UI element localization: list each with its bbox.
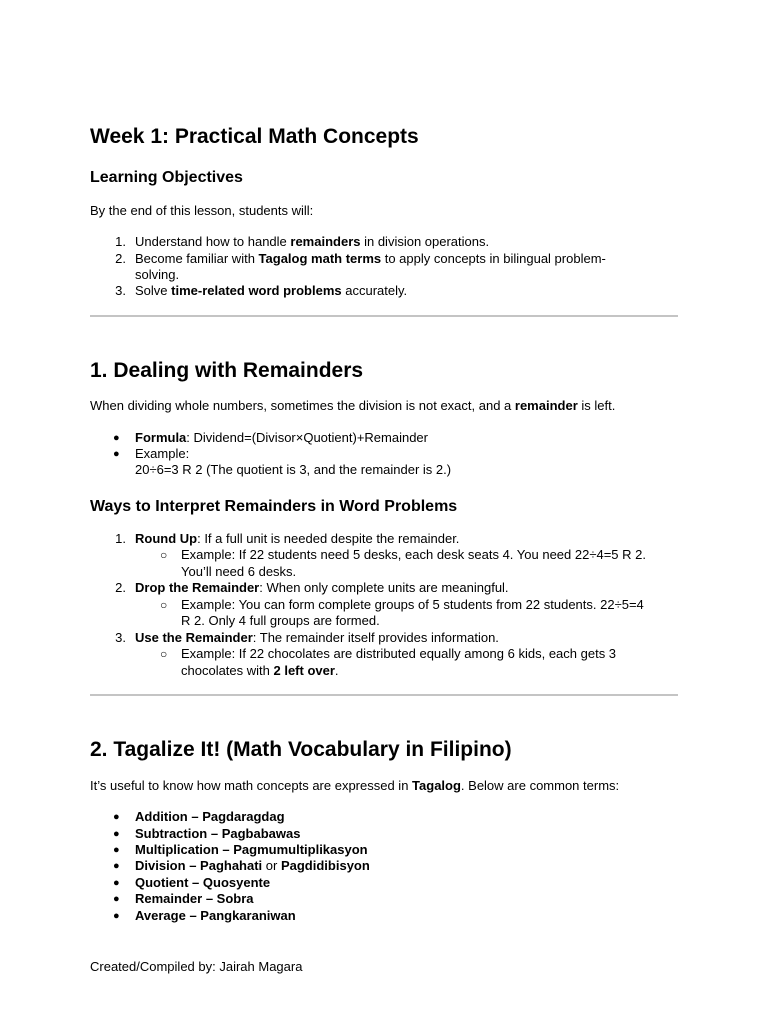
horizontal-divider xyxy=(90,694,678,696)
list-number: 3. xyxy=(115,283,126,298)
bullet-icon: ● xyxy=(113,910,120,922)
page-title: Week 1: Practical Math Concepts xyxy=(90,125,419,148)
example-label: Example: xyxy=(135,446,190,461)
objective-item: Solve time-related word problems accurately. xyxy=(135,283,408,298)
section-intro: It’s useful to know how math concepts are expressed in Tagalog. Below are common terms: xyxy=(90,778,620,793)
section-intro: When dividing whole numbers, sometimes the division is not exact, and a remainder is left. xyxy=(90,398,616,413)
list-number: 2. xyxy=(115,580,126,595)
way-item: Round Up: If a full unit is needed despite the remainder. xyxy=(135,531,460,546)
term-item: Average – Pangkaraniwan xyxy=(135,908,296,923)
objective-item-continued: solving. xyxy=(135,267,180,282)
objectives-intro: By the end of this lesson, students will: xyxy=(90,203,314,218)
term-item: Addition – Pagdaragdag xyxy=(135,809,285,824)
remainders-subheading: Ways to Interpret Remainders in Word Problems xyxy=(90,498,458,515)
sub-bullet-icon: ○ xyxy=(160,647,168,661)
way-example: Example: If 22 students need 5 desks, each desk seats 4. You need 22÷4=5 R 2. xyxy=(181,547,646,562)
list-number: 3. xyxy=(115,630,126,645)
term-item: Quotient – Quosyente xyxy=(135,875,271,890)
way-example: Example: If 22 chocolates are distributed equally among 6 kids, each gets 3 xyxy=(181,646,617,661)
list-number: 1. xyxy=(115,234,126,249)
footer-credit: Created/Compiled by: Jairah Magara xyxy=(90,959,303,974)
objective-item: Become familiar with Tagalog math terms to apply concepts in bilingual problem- xyxy=(135,251,606,266)
sub-bullet-icon: ○ xyxy=(160,548,168,562)
way-item: Drop the Remainder: When only complete units are meaningful. xyxy=(135,580,509,595)
bullet-icon: ● xyxy=(113,811,120,823)
sub-bullet-icon: ○ xyxy=(160,598,168,612)
objective-item: Understand how to handle remainders in division operations. xyxy=(135,234,490,249)
bullet-icon: ● xyxy=(113,844,120,856)
section-heading-remainders: 1. Dealing with Remainders xyxy=(90,359,364,382)
way-example-continued: R 2. Only 4 full groups are formed. xyxy=(181,613,380,628)
example-text: 20÷6=3 R 2 (The quotient is 3, and the remainder is 2.) xyxy=(135,462,452,477)
way-example-continued: You’ll need 6 desks. xyxy=(181,564,297,579)
formula-item: Formula: Dividend=(Divisor×Quotient)+Remainder xyxy=(135,430,428,445)
bullet-icon: ● xyxy=(113,432,120,444)
term-item: Subtraction – Pagbabawas xyxy=(135,826,301,841)
list-number: 2. xyxy=(115,251,126,266)
bullet-icon: ● xyxy=(113,877,120,889)
bullet-icon: ● xyxy=(113,860,120,872)
way-example: Example: You can form complete groups of 5 students from 22 students. 22÷5=4 xyxy=(181,597,644,612)
bullet-icon: ● xyxy=(113,828,120,840)
section-heading-tagalog: 2. Tagalize It! (Math Vocabulary in Filipino) xyxy=(90,738,512,761)
term-item: Division – Paghahati or Pagdidibisyon xyxy=(135,858,370,873)
term-item: Multiplication – Pagmumultiplikasyon xyxy=(135,842,368,857)
objectives-heading: Learning Objectives xyxy=(90,169,243,186)
bullet-icon: ● xyxy=(113,448,120,460)
list-number: 1. xyxy=(115,531,126,546)
horizontal-divider xyxy=(90,315,678,317)
bullet-icon: ● xyxy=(113,893,120,905)
way-item: Use the Remainder: The remainder itself provides information. xyxy=(135,630,499,645)
term-item: Remainder – Sobra xyxy=(135,891,254,906)
way-example-continued: chocolates with 2 left over. xyxy=(181,663,339,678)
